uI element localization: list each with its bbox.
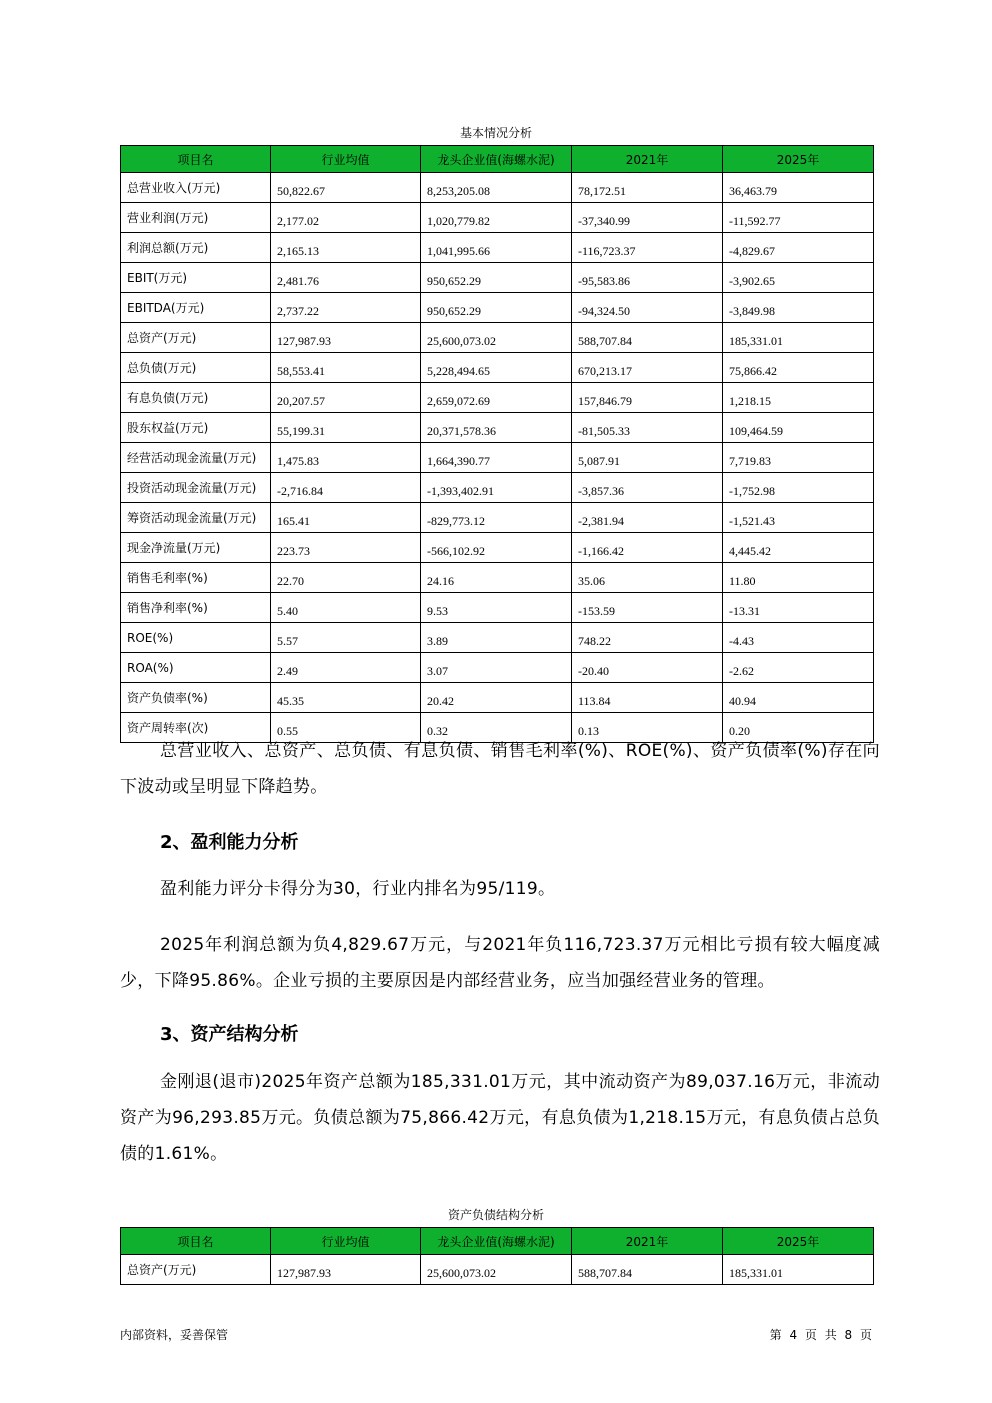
table-cell: 165.41 bbox=[271, 503, 421, 533]
row-label: 总负债(万元) bbox=[121, 353, 271, 383]
table-row bbox=[121, 683, 874, 713]
column-header: 行业均值 bbox=[271, 146, 421, 173]
row-label: 投资活动现金流量(万元) bbox=[121, 473, 271, 503]
table-cell: 5,228,494.65 bbox=[421, 353, 572, 383]
table-cell: 8,253,205.08 bbox=[421, 173, 572, 203]
heading-profitability: 2、盈利能力分析 bbox=[160, 832, 299, 853]
row-label: 销售毛利率(%) bbox=[121, 563, 271, 593]
table-cell: 748.22 bbox=[572, 623, 723, 653]
row-label: 资产周转率(次) bbox=[121, 713, 271, 743]
table-cell: 20.42 bbox=[421, 683, 572, 713]
table-cell: 35.06 bbox=[572, 563, 723, 593]
table-cell: 40.94 bbox=[723, 683, 874, 713]
column-header: 2021年 bbox=[572, 1228, 723, 1255]
table-cell: 670,213.17 bbox=[572, 353, 723, 383]
row-label: 有息负债(万元) bbox=[121, 383, 271, 413]
balance-structure-table bbox=[120, 1227, 874, 1285]
table-cell: 3.89 bbox=[421, 623, 572, 653]
row-label: EBIT(万元) bbox=[121, 263, 271, 293]
table-cell: 3.07 bbox=[421, 653, 572, 683]
table-cell: 2.49 bbox=[271, 653, 421, 683]
table-cell: 25,600,073.02 bbox=[421, 323, 572, 353]
table-cell: 25,600,073.02 bbox=[421, 1255, 572, 1285]
table-cell: 45.35 bbox=[271, 683, 421, 713]
table-cell: -3,857.36 bbox=[572, 473, 723, 503]
table-row bbox=[121, 233, 874, 263]
table-cell: -153.59 bbox=[572, 593, 723, 623]
table-cell: -1,393,402.91 bbox=[421, 473, 572, 503]
table-cell: -566,102.92 bbox=[421, 533, 572, 563]
table-cell: 20,371,578.36 bbox=[421, 413, 572, 443]
table-cell: 58,553.41 bbox=[271, 353, 421, 383]
table-row bbox=[121, 533, 874, 563]
table-cell: 2,659,072.69 bbox=[421, 383, 572, 413]
table-cell: -1,166.42 bbox=[572, 533, 723, 563]
table-cell: 588,707.84 bbox=[572, 323, 723, 353]
table-cell: 4,445.42 bbox=[723, 533, 874, 563]
table-row bbox=[121, 473, 874, 503]
table-cell: 1,475.83 bbox=[271, 443, 421, 473]
column-header: 2021年 bbox=[572, 146, 723, 173]
table-row bbox=[121, 413, 874, 443]
row-label: 经营活动现金流量(万元) bbox=[121, 443, 271, 473]
table-cell: 5,087.91 bbox=[572, 443, 723, 473]
table-row bbox=[121, 173, 874, 203]
table-cell: -95,583.86 bbox=[572, 263, 723, 293]
heading-asset-structure: 3、资产结构分析 bbox=[160, 1024, 299, 1045]
table-cell: 0.55 bbox=[271, 713, 421, 743]
table-row bbox=[121, 203, 874, 233]
table-cell: 109,464.59 bbox=[723, 413, 874, 443]
table-cell: -94,324.50 bbox=[572, 293, 723, 323]
table-cell: 75,866.42 bbox=[723, 353, 874, 383]
column-header: 行业均值 bbox=[271, 1228, 421, 1255]
table-cell: 2,165.13 bbox=[271, 233, 421, 263]
table-cell: 1,020,779.82 bbox=[421, 203, 572, 233]
table-cell: -116,723.37 bbox=[572, 233, 723, 263]
table-cell: 7,719.83 bbox=[723, 443, 874, 473]
row-label: 销售净利率(%) bbox=[121, 593, 271, 623]
paragraph-assets: 金刚退(退市)2025年资产总额为185,331.01万元，其中流动资产为89,037.16万元，非流动资产为96,293.85万元。负债总额为75,866.42万元，有息负债为1,218.15万元，有息负债占总负债的1.61%。 bbox=[120, 1072, 880, 1164]
table-row bbox=[121, 503, 874, 533]
table-cell: 0.13 bbox=[572, 713, 723, 743]
table-cell: 5.57 bbox=[271, 623, 421, 653]
table-cell: -3,849.98 bbox=[723, 293, 874, 323]
table-row bbox=[121, 293, 874, 323]
table-cell: -20.40 bbox=[572, 653, 723, 683]
table-cell: 223.73 bbox=[271, 533, 421, 563]
table-cell: 2,737.22 bbox=[271, 293, 421, 323]
table-cell: 950,652.29 bbox=[421, 263, 572, 293]
table1-caption: 基本情况分析 bbox=[459, 126, 532, 140]
table-cell: 113.84 bbox=[572, 683, 723, 713]
table2-caption: 资产负债结构分析 bbox=[447, 1208, 544, 1222]
row-label: ROA(%) bbox=[121, 653, 271, 683]
column-header: 龙头企业值(海螺水泥) bbox=[421, 1228, 572, 1255]
table-row bbox=[121, 563, 874, 593]
table-cell: -11,592.77 bbox=[723, 203, 874, 233]
paragraph-profit: 2025年利润总额为负4,829.67万元，与2021年负116,723.37万元相比亏损有较大幅度减少，下降95.86%。企业亏损的主要原因是内部经营业务，应当加强经营业务的管理。 bbox=[120, 935, 880, 991]
column-header: 项目名 bbox=[121, 1228, 271, 1255]
row-label: 筹资活动现金流量(万元) bbox=[121, 503, 271, 533]
footer-page-number: 第 4 页 共 8 页 bbox=[769, 1328, 872, 1342]
table-cell: 127,987.93 bbox=[271, 1255, 421, 1285]
table-cell: 11.80 bbox=[723, 563, 874, 593]
table-cell: -81,505.33 bbox=[572, 413, 723, 443]
table-row bbox=[121, 323, 874, 353]
paragraph-trend: 总营业收入、总资产、总负债、有息负债、销售毛利率(%)、ROE(%)、资产负债率(%)存在向下波动或呈明显下降趋势。 bbox=[120, 741, 880, 797]
table-cell: 1,664,390.77 bbox=[421, 443, 572, 473]
table-cell: -1,752.98 bbox=[723, 473, 874, 503]
table-cell: -829,773.12 bbox=[421, 503, 572, 533]
table-cell: 185,331.01 bbox=[723, 323, 874, 353]
table-cell: -4.43 bbox=[723, 623, 874, 653]
table-cell: 588,707.84 bbox=[572, 1255, 723, 1285]
table-cell: 950,652.29 bbox=[421, 293, 572, 323]
table-cell: -4,829.67 bbox=[723, 233, 874, 263]
table-row bbox=[121, 593, 874, 623]
table-row bbox=[121, 443, 874, 473]
table-cell: -1,521.43 bbox=[723, 503, 874, 533]
row-label: 利润总额(万元) bbox=[121, 233, 271, 263]
table-cell: 24.16 bbox=[421, 563, 572, 593]
row-label: 总资产(万元) bbox=[121, 323, 271, 353]
table-cell: 20,207.57 bbox=[271, 383, 421, 413]
table-row bbox=[121, 1255, 874, 1285]
row-label: 总资产(万元) bbox=[121, 1255, 271, 1285]
table-row bbox=[121, 623, 874, 653]
paragraph-score: 盈利能力评分卡得分为30，行业内排名为95/119。 bbox=[160, 879, 556, 899]
table-row bbox=[121, 353, 874, 383]
column-header: 龙头企业值(海螺水泥) bbox=[421, 146, 572, 173]
column-header: 2025年 bbox=[723, 1228, 874, 1255]
row-label: 资产负债率(%) bbox=[121, 683, 271, 713]
table-cell: 1,041,995.66 bbox=[421, 233, 572, 263]
table-cell: 22.70 bbox=[271, 563, 421, 593]
table-cell: 127,987.93 bbox=[271, 323, 421, 353]
column-header: 项目名 bbox=[121, 146, 271, 173]
table-cell: 1,218.15 bbox=[723, 383, 874, 413]
table-cell: 9.53 bbox=[421, 593, 572, 623]
table-cell: 50,822.67 bbox=[271, 173, 421, 203]
row-label: 总营业收入(万元) bbox=[121, 173, 271, 203]
basic-analysis-table bbox=[120, 145, 874, 743]
footer-confidential: 内部资料，妥善保管 bbox=[120, 1328, 229, 1342]
table-cell: 78,172.51 bbox=[572, 173, 723, 203]
row-label: EBITDA(万元) bbox=[121, 293, 271, 323]
row-label: 股东权益(万元) bbox=[121, 413, 271, 443]
table-cell: 157,846.79 bbox=[572, 383, 723, 413]
table-cell: 2,177.02 bbox=[271, 203, 421, 233]
row-label: 营业利润(万元) bbox=[121, 203, 271, 233]
row-label: ROE(%) bbox=[121, 623, 271, 653]
table-cell: 0.20 bbox=[723, 713, 874, 743]
table-cell: 2,481.76 bbox=[271, 263, 421, 293]
table-cell: 185,331.01 bbox=[723, 1255, 874, 1285]
table-cell: -37,340.99 bbox=[572, 203, 723, 233]
table-cell: 36,463.79 bbox=[723, 173, 874, 203]
table-row bbox=[121, 263, 874, 293]
table-cell: -3,902.65 bbox=[723, 263, 874, 293]
table-cell: 55,199.31 bbox=[271, 413, 421, 443]
row-label: 现金净流量(万元) bbox=[121, 533, 271, 563]
column-header: 2025年 bbox=[723, 146, 874, 173]
table-row bbox=[121, 653, 874, 683]
table-cell: -2,716.84 bbox=[271, 473, 421, 503]
table-cell: 0.32 bbox=[421, 713, 572, 743]
table-cell: 5.40 bbox=[271, 593, 421, 623]
table-cell: -2.62 bbox=[723, 653, 874, 683]
table-cell: -2,381.94 bbox=[572, 503, 723, 533]
table-row bbox=[121, 383, 874, 413]
table-cell: -13.31 bbox=[723, 593, 874, 623]
